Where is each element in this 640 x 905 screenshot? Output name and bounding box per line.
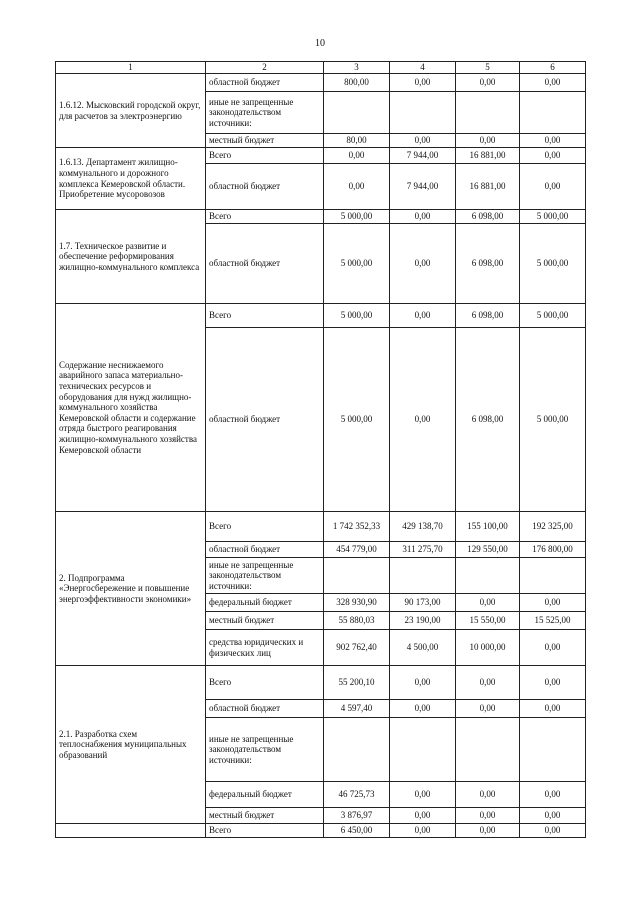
funding-source-cell: средства юридических и физических лиц [206,630,324,666]
amount-cell: 454 779,00 [324,542,390,558]
amount-cell: 155 100,00 [456,512,520,542]
amount-cell: 192 325,00 [520,512,586,542]
amount-cell: 5 000,00 [520,304,586,328]
amount-cell: 4 500,00 [390,630,456,666]
amount-cell: 7 944,00 [390,164,456,210]
program-name-cell: 1.6.13. Департамент жилищно-коммунального и дорожного комплекса Кемеровской области. Приобретение мусоровозов [56,148,206,210]
amount-cell: 46 725,73 [324,782,390,808]
column-header-row [56,62,586,74]
funding-source-cell: областной бюджет [206,164,324,210]
column-header: 4 [390,62,456,74]
program-name-cell: 2. Подпрограмма «Энергосбережение и повышение энергоэффективности экономики» [56,512,206,666]
table-row [56,824,586,838]
column-header: 2 [206,62,324,74]
amount-cell: 328 930,90 [324,594,390,612]
amount-cell: 0,00 [520,782,586,808]
funding-source-cell: областной бюджет [206,224,324,304]
amount-cell: 15 550,00 [456,612,520,630]
amount-cell: 0,00 [390,134,456,148]
table-row [56,74,586,92]
amount-cell: 0,00 [390,824,456,838]
program-name-cell [56,824,206,838]
column-header: 5 [456,62,520,74]
amount-cell: 0,00 [520,148,586,164]
amount-cell [456,558,520,594]
amount-cell: 0,00 [456,808,520,824]
amount-cell: 6 450,00 [324,824,390,838]
amount-cell: 1 742 352,33 [324,512,390,542]
amount-cell: 5 000,00 [324,224,390,304]
amount-cell [390,92,456,134]
amount-cell: 0,00 [456,782,520,808]
funding-source-cell: Всего [206,666,324,700]
column-header: 1 [56,62,206,74]
amount-cell: 0,00 [456,134,520,148]
amount-cell: 902 762,40 [324,630,390,666]
funding-source-cell: местный бюджет [206,134,324,148]
funding-source-cell: федеральный бюджет [206,782,324,808]
amount-cell: 429 138,70 [390,512,456,542]
amount-cell: 16 881,00 [456,148,520,164]
funding-source-cell: иные не запрещенные законодательством источники: [206,718,324,782]
amount-cell: 0,00 [456,824,520,838]
amount-cell: 5 000,00 [324,304,390,328]
amount-cell: 0,00 [520,666,586,700]
amount-cell: 129 550,00 [456,542,520,558]
column-header: 6 [520,62,586,74]
amount-cell: 0,00 [390,74,456,92]
funding-source-cell: областной бюджет [206,542,324,558]
amount-cell: 0,00 [324,164,390,210]
table-row [56,148,586,164]
funding-source-cell: Всего [206,148,324,164]
amount-cell: 0,00 [520,808,586,824]
amount-cell: 0,00 [456,74,520,92]
amount-cell [390,558,456,594]
amount-cell: 0,00 [456,594,520,612]
amount-cell: 55 880,03 [324,612,390,630]
amount-cell: 0,00 [456,700,520,718]
funding-source-cell: местный бюджет [206,808,324,824]
amount-cell: 0,00 [390,224,456,304]
program-name-cell: 2.1. Разработка схем теплоснабжения муниципальных образований [56,666,206,824]
amount-cell: 3 876,97 [324,808,390,824]
funding-source-cell: областной бюджет [206,700,324,718]
amount-cell [456,92,520,134]
amount-cell: 0,00 [520,700,586,718]
amount-cell: 0,00 [324,148,390,164]
amount-cell: 0,00 [390,808,456,824]
amount-cell: 5 000,00 [520,224,586,304]
program-name-cell: 1.7. Техническое развитие и обеспечение реформирования жилищно-коммунального комплекса [56,210,206,304]
funding-source-cell: Всего [206,824,324,838]
amount-cell [520,558,586,594]
amount-cell: 5 000,00 [520,210,586,224]
table-body [56,74,586,838]
funding-source-cell: областной бюджет [206,74,324,92]
amount-cell: 0,00 [520,134,586,148]
amount-cell: 0,00 [390,700,456,718]
column-header: 3 [324,62,390,74]
amount-cell: 0,00 [390,304,456,328]
page-number: 10 [315,38,325,49]
amount-cell: 15 525,00 [520,612,586,630]
amount-cell [456,718,520,782]
amount-cell [324,718,390,782]
amount-cell: 0,00 [520,824,586,838]
amount-cell [520,718,586,782]
amount-cell: 4 597,40 [324,700,390,718]
amount-cell: 6 098,00 [456,210,520,224]
amount-cell [324,558,390,594]
amount-cell: 0,00 [390,328,456,512]
amount-cell: 7 944,00 [390,148,456,164]
amount-cell: 800,00 [324,74,390,92]
table-row [56,512,586,542]
amount-cell: 90 173,00 [390,594,456,612]
funding-source-cell: местный бюджет [206,612,324,630]
funding-source-cell: областной бюджет [206,328,324,512]
amount-cell: 16 881,00 [456,164,520,210]
amount-cell: 176 800,00 [520,542,586,558]
funding-source-cell: Всего [206,304,324,328]
amount-cell: 0,00 [456,666,520,700]
amount-cell: 0,00 [520,74,586,92]
program-name-cell: Содержание неснижаемого аварийного запаса материально-технических ресурсов и оборудования для нужд жилищно-коммунального хозяйства Кемеровской области и содержание отряда быстрого реагирования жилищно-коммунального хозяйства Кемеровской области [56,304,206,512]
funding-source-cell: федеральный бюджет [206,594,324,612]
amount-cell: 6 098,00 [456,224,520,304]
amount-cell: 23 190,00 [390,612,456,630]
table-row [56,210,586,224]
amount-cell: 5 000,00 [324,328,390,512]
table-row [56,304,586,328]
amount-cell: 0,00 [390,666,456,700]
amount-cell: 6 098,00 [456,304,520,328]
amount-cell: 5 000,00 [520,328,586,512]
amount-cell: 0,00 [520,630,586,666]
amount-cell: 55 200,10 [324,666,390,700]
amount-cell: 311 275,70 [390,542,456,558]
amount-cell: 0,00 [390,210,456,224]
amount-cell: 0,00 [520,164,586,210]
table-row [56,666,586,700]
amount-cell [520,92,586,134]
amount-cell: 0,00 [520,594,586,612]
amount-cell [390,718,456,782]
program-name-cell: 1.6.12. Мысковский городской округ, для расчетов за электроэнергию [56,74,206,148]
funding-source-cell: иные не запрещенные законодательством источники: [206,558,324,594]
funding-source-cell: Всего [206,210,324,224]
amount-cell [324,92,390,134]
funding-source-cell: иные не запрещенные законодательством источники: [206,92,324,134]
amount-cell: 5 000,00 [324,210,390,224]
amount-cell: 80,00 [324,134,390,148]
amount-cell: 0,00 [390,782,456,808]
amount-cell: 10 000,00 [456,630,520,666]
funding-source-cell: Всего [206,512,324,542]
amount-cell: 6 098,00 [456,328,520,512]
budget-table [55,61,586,838]
